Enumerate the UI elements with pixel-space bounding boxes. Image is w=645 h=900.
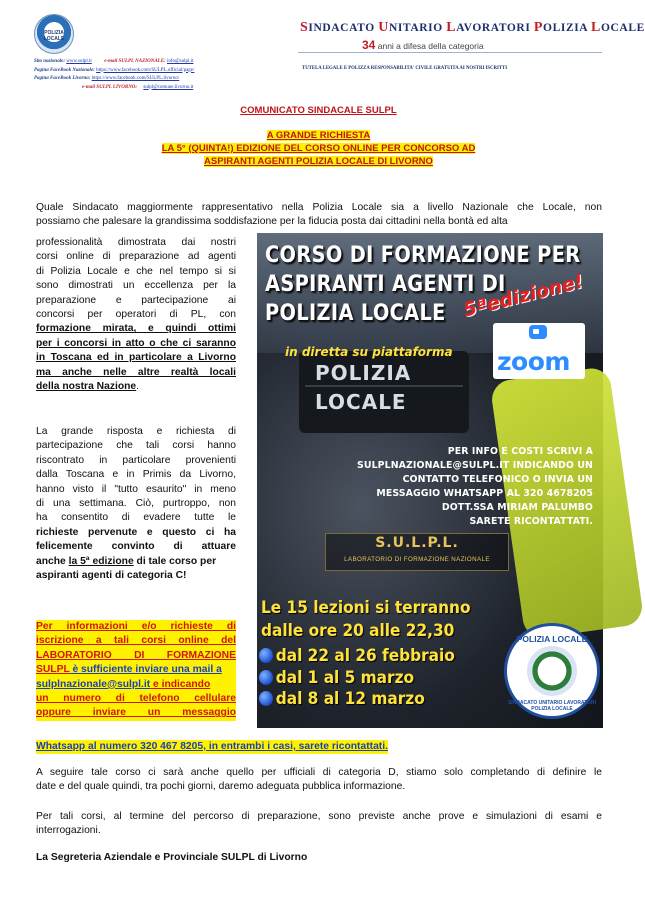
title-line: ASPIRANTI AGENTI POLIZIA LOCALE DI LIVORNO — [204, 156, 433, 167]
text-line: A seguire tale corso ci sarà anche quello per ufficiali di categoria D, stiamo solo completando di definire le — [36, 767, 602, 778]
poster-info-line: CONTATTO TELEFONICO O INVIA UN — [402, 474, 593, 485]
date-text: dal 22 al 26 febbraio — [275, 646, 455, 665]
facebook-livorno-link[interactable]: https://www.facebook.com/SULPL.livorno/ — [91, 76, 180, 81]
header-link-row — [34, 67, 194, 76]
title-initial: P — [533, 20, 544, 35]
email-link[interactable]: sulplnazionale@sulpl.it — [36, 678, 151, 690]
text-line: ha consentito di evadere tutte le — [36, 512, 236, 524]
course-poster — [257, 233, 603, 728]
date-text: dal 8 al 12 marzo — [275, 689, 425, 708]
text-line: sono dimostrati un eccellenza per la — [36, 280, 236, 292]
link-label: Pagina FaceBook Nazionale: — [34, 67, 95, 73]
lezioni-line: dalle ore 20 alle 22,30 — [261, 620, 455, 640]
text-line: partecipazione che tali corsi hanno — [36, 440, 236, 452]
course-dates — [259, 645, 455, 710]
poster-title-line: CORSO DI FORMAZIONE PER — [265, 242, 581, 268]
email-livorno-link[interactable]: sulpl@comune.livorno.it — [143, 84, 194, 90]
bold-text-line — [36, 555, 236, 569]
link-label: e-mail SULPL LIVORNO: — [82, 84, 138, 90]
intro-paragraph — [36, 201, 602, 230]
whatsapp-line — [36, 740, 388, 754]
poster-info — [267, 445, 593, 529]
text-line: Per tali corsi, al termine del percorso di preparazione, sono previste anche prove e simulazioni di esami e — [36, 811, 602, 822]
bullet-dot-icon — [259, 648, 273, 663]
title-initial: L — [591, 20, 601, 35]
text-line: possiamo che palesare la grandissima soddisfazione per la fiducia posta dai cittadini nella bontà ed alta — [36, 216, 508, 228]
text-line: dalla Toscana e in Primis da Livorno, — [36, 469, 236, 481]
header-link-row — [34, 58, 194, 67]
title-word: NITARIO — [388, 22, 447, 34]
text-line: preparazione e partecipazione ai — [36, 294, 236, 306]
bold-text-line: per i concorsi in atto o che ci saranno — [36, 337, 236, 349]
info-paragraph — [36, 620, 236, 721]
title-initial: S — [300, 20, 309, 35]
date-item — [259, 688, 455, 710]
date-item — [259, 667, 455, 689]
bold-text-line: della nostra Nazione — [36, 381, 137, 393]
sulpl-highlight: SULPL — [36, 664, 70, 676]
video-camera-icon — [529, 325, 547, 339]
lezioni-text — [261, 597, 471, 642]
text-line: concorsi per operatori di PL, con — [36, 309, 236, 321]
info-line: iscrizione a tali corsi online del — [36, 634, 236, 648]
years-number: 34 — [362, 38, 376, 52]
poster-info-line: SULPLNAZIONALE@SULPL.IT INDICANDO UN — [357, 460, 593, 471]
title-initial: L — [446, 20, 457, 35]
poster-info-line: MESSAGGIO WHATSAPP AL 320 4678205 — [376, 488, 593, 499]
facebook-national-link[interactable]: https://www.facebook.com/SULPL.official/page/ — [96, 67, 195, 73]
badge-title: POLIZIA LOCALE — [516, 634, 588, 644]
sulpl-badge-logo — [504, 623, 600, 719]
header-links — [34, 58, 194, 92]
bold-text-line: in Toscana ed in particolare a Livorno — [36, 352, 236, 364]
bold-text-line: formazione mirata, e quindi ottimi — [36, 323, 236, 335]
text-fragment: anche — [36, 555, 69, 567]
title-word: INDACATO — [308, 22, 379, 34]
left-paragraph-1 — [36, 236, 236, 394]
text-line: interrogazioni. — [36, 825, 101, 837]
text-line: corsi online di preparazione ad agenti — [36, 251, 236, 263]
polizia-locale-logo — [34, 14, 74, 54]
header-link-row — [34, 75, 194, 84]
title-word: AVORATORI — [456, 22, 534, 34]
signature: La Segreteria Aziendale e Provinciale SULPL di Livorno — [36, 852, 308, 863]
info-line: un numero di telefono cellulare — [36, 692, 236, 706]
uniform-line: LOCALE — [315, 390, 407, 414]
header-link-row — [34, 84, 194, 93]
text-line: Quale Sindacato maggiormente rappresentativo nella Polizia Locale sia a livello Nazionale che Locale, non — [36, 202, 602, 213]
text-fragment: di tale corso per — [133, 555, 217, 567]
sulpl-name: S.U.L.P.L. — [375, 535, 459, 551]
title-initial: U — [378, 20, 389, 35]
text-line: riscontrato in particolare provenienti — [36, 454, 236, 466]
bullet-dot-icon — [259, 670, 273, 685]
title-word: OCALE — [600, 22, 645, 34]
paragraph-cat-d — [36, 766, 602, 795]
poster-info-line: SARETE RICONTATTATI. — [469, 516, 593, 527]
tutela-text: TUTELA LEGALE E POLIZZA RESPONSABILITA' CIVILE GRATUITA AI NOSTRI ISCRITTI — [302, 66, 508, 71]
badge-subtitle: SINDACATO UNITARIO LAVORATORI POLIZIA LOCALE — [507, 700, 597, 712]
title-line: LA 5° (QUINTA!) EDIZIONE DEL CORSO ONLINE PER CONCORSO AD — [161, 143, 476, 154]
bold-text-line: ma anche nelle altre realtà locali — [36, 366, 236, 378]
period: . — [136, 381, 140, 393]
main-titles — [0, 129, 637, 168]
text-line: date e del quale quindi, tra pochi giorni, daremo adeguata pubblica informazione. — [36, 781, 406, 793]
poster-title-line: POLIZIA LOCALE — [265, 300, 446, 326]
text-line: di una settimana. Ciò, purtroppo, non — [36, 498, 236, 510]
text-line: di Polizia Locale e che nel tempo si si — [36, 265, 236, 277]
badge-emblem-icon — [527, 646, 577, 696]
whatsapp-text: Whatsapp al numero 320 467 8205, in entrambi i casi, sarete ricontattati. — [36, 740, 388, 754]
info-line: è sufficiente inviare una mail a — [69, 664, 222, 676]
edition-underlined: la 5ª edizione — [68, 555, 134, 567]
years-subtitle — [362, 38, 484, 52]
uniform-line: POLIZIA — [315, 361, 412, 385]
text-line: hanno visto il "tutto esaurito" in meno — [36, 483, 236, 495]
info-line: e indicando — [150, 678, 211, 690]
diretta-label: in diretta su piattaforma — [285, 345, 453, 359]
comunicato-heading: COMUNICATO SINDACALE SULPL — [240, 105, 397, 116]
logo-text: POLIZIA LOCALE — [43, 30, 65, 42]
years-text: anni a difesa della categoria — [377, 41, 484, 51]
link-label: Sito nazionale: — [34, 59, 65, 64]
zoom-logo: zoom — [497, 347, 570, 376]
paragraph-esami — [36, 810, 602, 839]
link-label: e-mail SULPL NAZIONALE: — [104, 59, 166, 64]
sulpl-lab-label: LABORATORIO DI FORMAZIONE NAZIONALE — [344, 556, 490, 563]
poster-info-line: PER INFO E COSTI SCRIVI A — [447, 446, 593, 457]
info-line: Per informazioni e/o richieste di — [36, 620, 236, 634]
org-title — [300, 20, 645, 36]
date-text: dal 1 al 5 marzo — [275, 667, 415, 687]
email-link[interactable]: info@sulpl.it — [166, 59, 194, 64]
info-line: LABORATORIO DI FORMAZIONE — [36, 649, 236, 663]
poster-title-line: ASPIRANTI AGENTI DI — [265, 271, 506, 297]
link-label: Pagina FaceBook Livorno: — [34, 76, 91, 81]
bold-text-line: felicemente convinto di attuare — [36, 541, 236, 553]
header-divider — [298, 52, 602, 53]
left-paragraph-2 — [36, 425, 236, 583]
edition-label: 5ªedizione! — [461, 270, 586, 322]
website-link[interactable]: www.sulpl.it — [66, 59, 92, 64]
uniform-text — [315, 359, 411, 417]
info-line: oppure inviare un messaggio — [36, 706, 236, 720]
bold-text-line: richieste pervenute e questo ci ha — [36, 526, 236, 538]
bullet-dot-icon — [259, 691, 273, 706]
title-line: A GRANDE RICHIESTA — [266, 130, 371, 141]
text-line: professionalità dimostrata dai nostri — [36, 237, 236, 248]
poster-info-line: DOTT.SSA MIRIAM PALUMBO — [441, 502, 593, 513]
title-word: OLIZIA — [543, 22, 592, 34]
text-line: La grande risposta e richiesta di — [36, 426, 236, 437]
date-item — [259, 645, 455, 667]
lezioni-line: Le 15 lezioni si terranno — [261, 598, 471, 617]
bold-text-line: aspiranti agenti di categoria C! — [36, 570, 187, 582]
